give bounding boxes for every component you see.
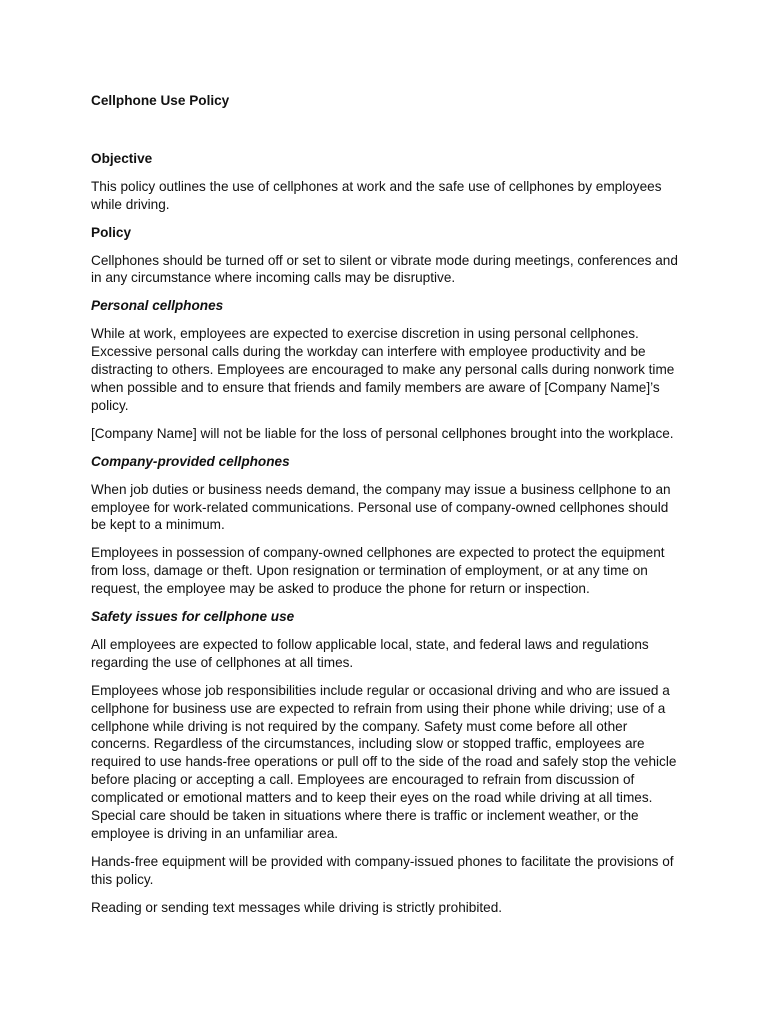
personal-cellphones-heading: Personal cellphones <box>91 298 224 314</box>
safety-paragraph: Employees whose job responsibilities include regular or occasional driving and who are issued a cellphone for business use are expected to refrain from using their phone while driving; use of a cellphone while driving is not required by the company. Safety must come before all other concerns. Regardless of the circumstances, including slow or stopped traffic, employees are required to use hands-free operations or pull off to the side of the road and safely stop the vehicle before placing or accepting a call. Employees are encouraged to refrain from discussion of complicated or emotional matters and to keep their eyes on the road while driving at all times. Special care should be taken in situations where there is traffic or inclement weather, or the employee is driving in an unfamiliar area. <box>91 682 677 841</box>
company-provided-paragraph: When job duties or business needs demand, the company may issue a business cellphone to an employee for work-related communications. Personal use of company-owned cellphones should be kept to a minimum. <box>91 481 671 533</box>
company-provided-paragraph: Employees in possession of company-owned cellphones are expected to protect the equipment from loss, damage or theft. Upon resignation or termination of employment, or at any time on request, the employee may be asked to produce the phone for return or inspection. <box>91 545 665 597</box>
objective-heading: Objective <box>91 150 153 166</box>
safety-paragraph: Reading or sending text messages while driving is strictly prohibited. <box>91 899 503 915</box>
policy-heading: Policy <box>91 224 132 240</box>
document-page <box>91 92 681 927</box>
safety-issues-heading: Safety issues for cellphone use <box>91 609 295 625</box>
policy-text: Cellphones should be turned off or set to silent or vibrate mode during meetings, conferences and in any circumstance where incoming calls may be disruptive. <box>91 252 678 286</box>
safety-paragraph: All employees are expected to follow applicable local, state, and federal laws and regulations regarding the use of cellphones at all times. <box>91 636 649 670</box>
personal-cellphones-paragraph: While at work, employees are expected to exercise discretion in using personal cellphones. Excessive personal calls during the workday can interfere with employee productivity and be distracting to others. Employees are encouraged to make any personal calls during nonwork time when possible and to ensure that friends and family members are aware of [Company Name]’s policy. <box>91 326 675 413</box>
safety-paragraph: Hands-free equipment will be provided with company-issued phones to facilitate the provisions of this policy. <box>91 853 674 887</box>
personal-cellphones-paragraph: [Company Name] will not be liable for the loss of personal cellphones brought into the workplace. <box>91 425 674 441</box>
company-provided-heading: Company-provided cellphones <box>91 453 290 469</box>
objective-text: This policy outlines the use of cellphones at work and the safe use of cellphones by employees while driving. <box>91 178 662 212</box>
document-title: Cellphone Use Policy <box>91 93 230 108</box>
